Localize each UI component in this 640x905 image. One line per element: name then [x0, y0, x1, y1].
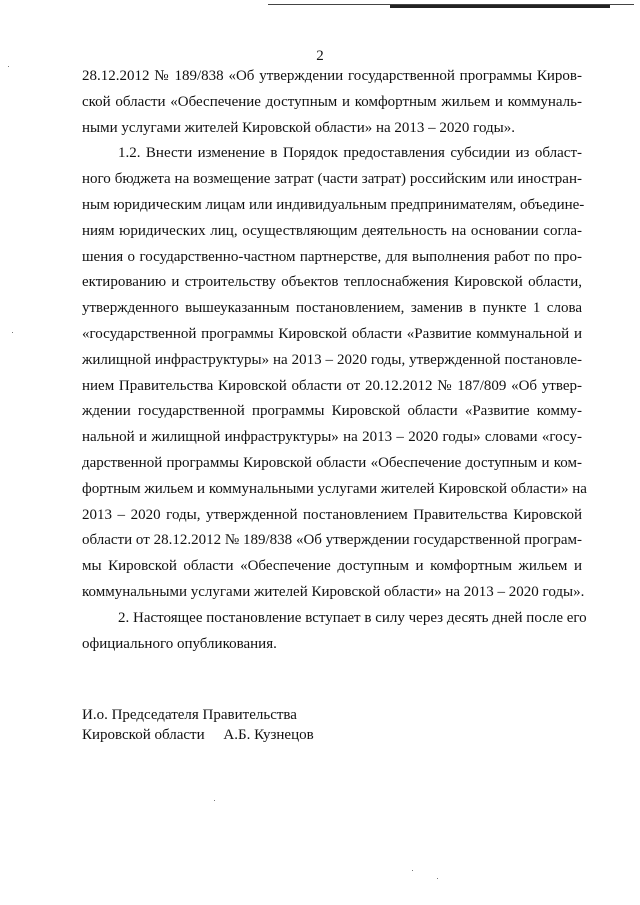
paragraph — [82, 64, 582, 141]
text-line: коммунальными услугами жителей Кировской области» на 2013 – 2020 годы». — [82, 583, 585, 600]
text-line: ного бюджета на возмещение затрат (части затрат) российским или иностран- — [82, 171, 582, 188]
text-line: ской области «Обеспечение доступным и комфортным жильем и коммуналь- — [82, 93, 582, 110]
text-line: дарственной программы Кировской области «Обеспечение доступным и ком- — [82, 454, 582, 471]
scan-speck — [12, 332, 13, 333]
paragraph — [82, 606, 587, 658]
document-body — [82, 64, 587, 657]
scan-speck — [214, 800, 215, 801]
paragraph — [82, 141, 587, 605]
text-line: области от 28.12.2012 № 189/838 «Об утверждении государственной програм- — [82, 532, 582, 549]
top-border-line-thick — [390, 5, 610, 8]
text-line: «государственной программы Кировской области «Развитие коммунальной и — [82, 325, 582, 342]
text-line: утвержденного вышеуказанным постановлением, заменив в пункте 1 слова — [82, 300, 582, 317]
scan-speck — [437, 878, 438, 879]
text-line: ным юридическим лицам или индивидуальным предпринимателям, объедине- — [82, 196, 585, 213]
text-line: ждении государственной программы Кировской области «Развитие комму- — [82, 403, 582, 420]
text-line: жилищной инфраструктуры» на 2013 – 2020 годы, утвержденной постановле- — [82, 351, 582, 368]
text-line: 2013 – 2020 годы, утвержденной постановлением Правительства Кировской — [82, 506, 582, 523]
text-line: официального опубликования. — [82, 635, 277, 652]
text-line: ниям юридических лиц, осуществляющим деятельность на основании согла- — [82, 222, 582, 239]
text-line: 28.12.2012 № 189/838 «Об утверждении государственной программы Киров- — [82, 68, 582, 84]
signature-block — [82, 705, 314, 745]
text-line: фортным жильем и коммунальными услугами жителей Кировской области» на — [82, 480, 587, 497]
text-line: шения о государственно-частном партнерстве, для выполнения работ по про- — [82, 248, 582, 265]
signature-region-and-name: Кировской области А.Б. Кузнецов — [82, 727, 314, 743]
text-line: 1.2. Внести изменение в Порядок предоставления субсидии из област- — [118, 145, 582, 162]
text-line: 2. Настоящее постановление вступает в силу через десять дней после его — [118, 609, 587, 626]
text-line: ектированию и строительству объектов теплоснабжения Кировской области, — [82, 274, 582, 291]
scan-speck — [412, 870, 413, 871]
page-number: 2 — [316, 48, 324, 64]
text-line: мы Кировской области «Обеспечение доступным и комфортным жильем и — [82, 558, 582, 575]
scan-speck — [8, 66, 9, 67]
signature-position: И.о. Председателя Правительства — [82, 707, 297, 723]
text-line: нием Правительства Кировской области от 20.12.2012 № 187/809 «Об утвер- — [82, 377, 582, 394]
text-line: ными услугами жителей Кировской области» на 2013 – 2020 годы». — [82, 119, 515, 136]
text-line: нальной и жилищной инфраструктуры» на 2013 – 2020 годы» словами «госу- — [82, 429, 582, 446]
